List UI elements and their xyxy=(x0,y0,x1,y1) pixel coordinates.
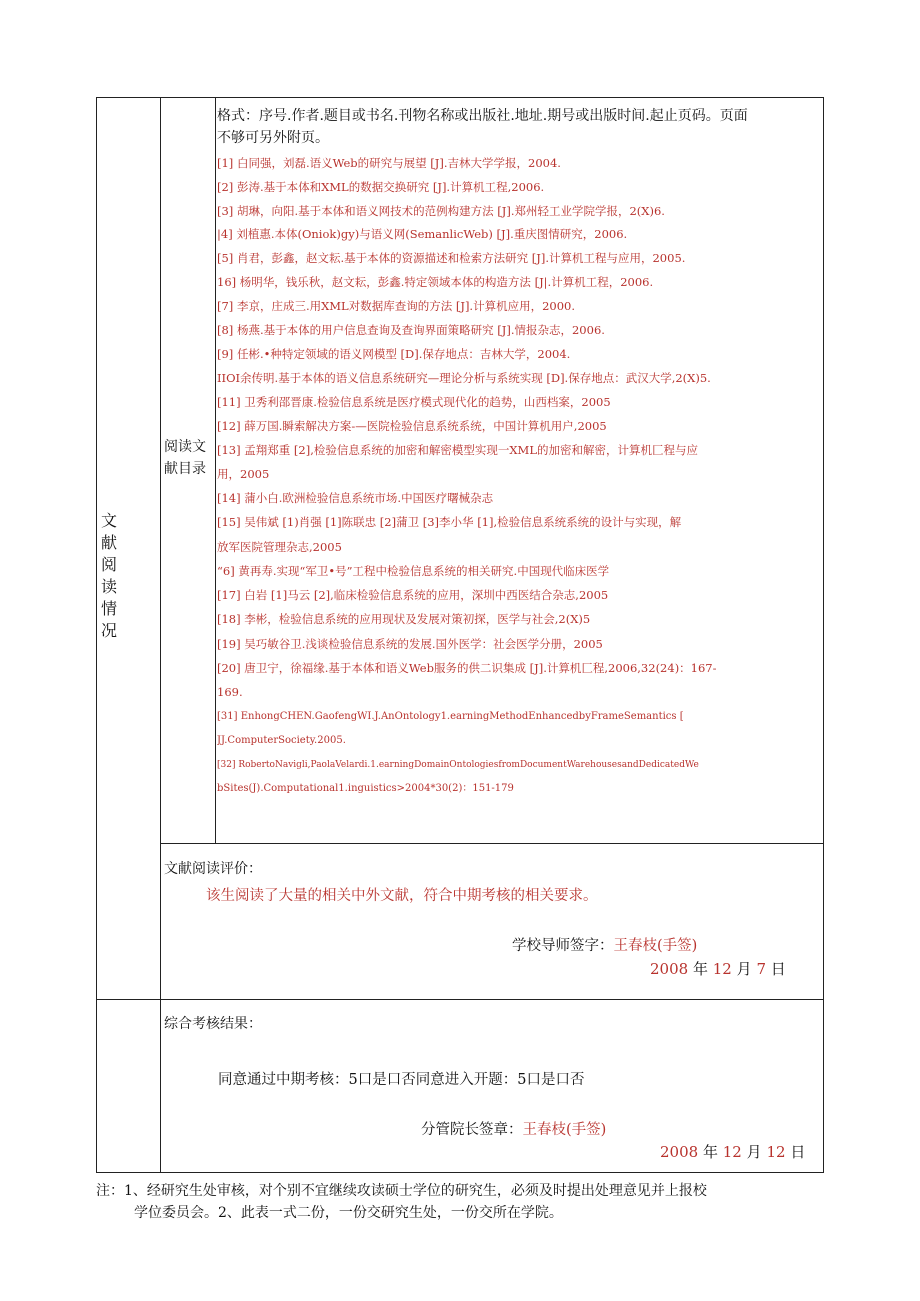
reference-item: [17] 白岩 [1]马云 [2],临床检验信息系统的应用，深圳中西医结合杂志,2005 xyxy=(217,588,609,602)
reference-item: [8] 杨燕.基于本体的用户信息查询及查询界面策略研究 [J].情报杂志，2006. xyxy=(217,323,605,337)
assessment-date-month: 12 xyxy=(722,1143,742,1161)
reference-item: [1] 白同强，刘磊.语义Web的研究与展望 [J].吉林大学学报，2004. xyxy=(217,156,561,170)
review-text: 该生阅读了大量的相关中外文献，符合中期考核的相关要求。 xyxy=(206,888,598,904)
review-date-day-unit: 日 xyxy=(770,960,786,978)
assessment-date xyxy=(660,1141,805,1162)
review-date-day: 7 xyxy=(756,960,766,978)
reference-item: [7] 李京，庄成三.用XML对数据库查询的方法 [J].计算机应用，2000. xyxy=(217,299,576,313)
row-divider-review xyxy=(160,843,824,844)
reference-item: [5] 肖君，彭鑫，赵文耘.基于本体的资源描述和检索方法研究 [J].计算机工程与应用，2005. xyxy=(217,251,686,265)
reference-item: IIOI余传明.基于本体的语义信息系统研究—理论分析与系统实现 [D].保存地点：武汉大学,2(X)5. xyxy=(217,371,711,385)
assessment-result-line: 同意通过中期考核：5口是口否同意进入开题：5口是口否 xyxy=(218,1072,585,1088)
inner-column-divider xyxy=(215,97,216,843)
review-date-year: 2008 xyxy=(650,960,689,978)
review-label: 文献阅读评价： xyxy=(164,861,262,877)
reference-item: [18] 李彬，检验信息系统的应用现状及发展对策初探，医学与社会,2(X)5 xyxy=(217,612,591,626)
section-label-char: 情 xyxy=(100,599,117,618)
reference-item: 16] 杨明华，钱乐秋，赵文耘，彭鑫.特定领域本体的构造方法 [J|.计算机工程，2006. xyxy=(217,275,654,289)
reference-item: [32] RobertoNavigli,PaolaVelardi.1.earningDomainOntologiesfromDocumentWarehousesandDedicatedWe xyxy=(217,760,699,770)
reference-item: [20] 唐卫宁，徐福缘.基于本体和语义Web服务的供二识集成 [J].计算机匚程,2006,32(24)：167- xyxy=(217,661,717,675)
reference-item: [13] 孟翔郑重 [2],检验信息系统的加密和解密模型实现一XML的加密和解密，计算机匚程与应 xyxy=(217,443,698,457)
advisor-signature-label: 学校导师签字： xyxy=(512,938,614,954)
review-date-month-unit: 月 xyxy=(736,960,752,978)
format-line2: 不够可另外附页。 xyxy=(217,130,329,146)
review-date xyxy=(650,958,786,979)
subsection-label-line2: 献目录 xyxy=(164,461,206,477)
section-label xyxy=(99,510,121,642)
table-border-left xyxy=(96,97,97,1173)
assessment-date-day: 12 xyxy=(766,1143,786,1161)
section-label-char: 况 xyxy=(100,621,117,640)
review-date-month: 12 xyxy=(712,960,732,978)
advisor-signature-value: 王春枝(手签) xyxy=(613,938,698,954)
reference-item: JJ.ComputerSociety.2005. xyxy=(217,735,346,746)
reference-item: [3] 胡琳，向阳.基于本体和语义网技术的范例构建方法 [J].郑州轻工业学院学报，2(X)6. xyxy=(217,204,665,218)
column-divider xyxy=(160,97,161,1173)
reference-item: [14] 蒲小白.欧洲检验信息系统市场.中国医疗曙械杂志 xyxy=(217,491,494,505)
format-line1: 格式：序号.作者.题目或书名.刊物名称或出版社.地址.期号或出版时间.起止页码。页面 xyxy=(217,108,748,124)
table-border-top xyxy=(96,97,824,98)
assessment-label: 综合考核结果： xyxy=(164,1016,262,1032)
footnote-line1: 注：1、经研究生处审核，对个别不宜继续攻读硕士学位的研究生，必须及时提出处理意见并上报校 xyxy=(96,1183,707,1199)
review-date-year-unit: 年 xyxy=(692,960,708,978)
reference-item: 169. xyxy=(217,685,243,699)
table-border-right xyxy=(823,97,824,1173)
dean-signature-value: 王春枝(手签) xyxy=(522,1122,607,1138)
subsection-label xyxy=(164,436,206,480)
reference-item: bSites(J).Computational1.inguistics>2004*30(2)：151-179 xyxy=(217,783,514,794)
dean-signature-label: 分管院长签章： xyxy=(421,1122,523,1138)
subsection-label-line1: 阅读文 xyxy=(164,439,206,455)
section-label-char: 文 xyxy=(100,511,117,530)
reference-item: [15] 吴伟斌 [1)肖强 [1]陈联忠 [2]蒲卫 [3]李小华 [1],检验信息系统系统的设计与实现，解 xyxy=(217,515,682,529)
footnote-line2: 学位委员会。2、此表一式二份，一份交研究生处，一份交所在学院。 xyxy=(134,1205,563,1221)
footnote xyxy=(96,1180,707,1224)
table-border-bottom xyxy=(96,1172,824,1173)
reference-item: 放军医院管理杂志,2005 xyxy=(217,540,342,554)
advisor-signature xyxy=(512,934,697,955)
section-label-char: 读 xyxy=(100,577,117,596)
dean-signature xyxy=(421,1118,606,1139)
reference-item: |4] 刘植惠.本体(Oniok)gy)与语义网(SemanlicWeb) [J].重庆图情研究，2006. xyxy=(217,227,628,241)
row-divider-assessment xyxy=(96,999,824,1000)
reference-item: 用，2005 xyxy=(217,467,270,481)
reference-item: [12] 薛万国.瞬索解决方案-—医院检验信息系统系统，中国计算机用户,2005 xyxy=(217,419,607,433)
format-instructions xyxy=(217,105,823,149)
reference-item: [19] 吴巧敏谷卫.浅谈检验信息系统的发展.国外医学：社会医学分册，2005 xyxy=(217,637,603,651)
reference-item: [31] EnhongCHEN.GaofengWI.J.AnOntology1.earningMethodEnhancedbyFrameSemantics [ xyxy=(217,711,684,722)
section-label-char: 献 xyxy=(100,533,117,552)
reference-item: [2] 彭涛.基于本体和XML的数据交换研究 [J].计算机工程,2006. xyxy=(217,180,545,194)
section-label-char: 阅 xyxy=(100,555,117,574)
reference-item: “6] 黄再寿.实现“军卫•号”工程中检验信息系统的相关研究.中国现代临床医学 xyxy=(217,564,610,578)
assessment-date-day-unit: 日 xyxy=(790,1143,806,1161)
assessment-date-month-unit: 月 xyxy=(746,1143,762,1161)
reference-item: [9] 任彬.•种特定领域的语义网模型 [D].保存地点：吉林大学，2004. xyxy=(217,347,571,361)
assessment-date-year: 2008 xyxy=(660,1143,699,1161)
reference-item: [11] 卫秀利邵晋康.检验信息系统是医疗模式现代化的趋势，山西档案，2005 xyxy=(217,395,611,409)
assessment-date-year-unit: 年 xyxy=(702,1143,718,1161)
